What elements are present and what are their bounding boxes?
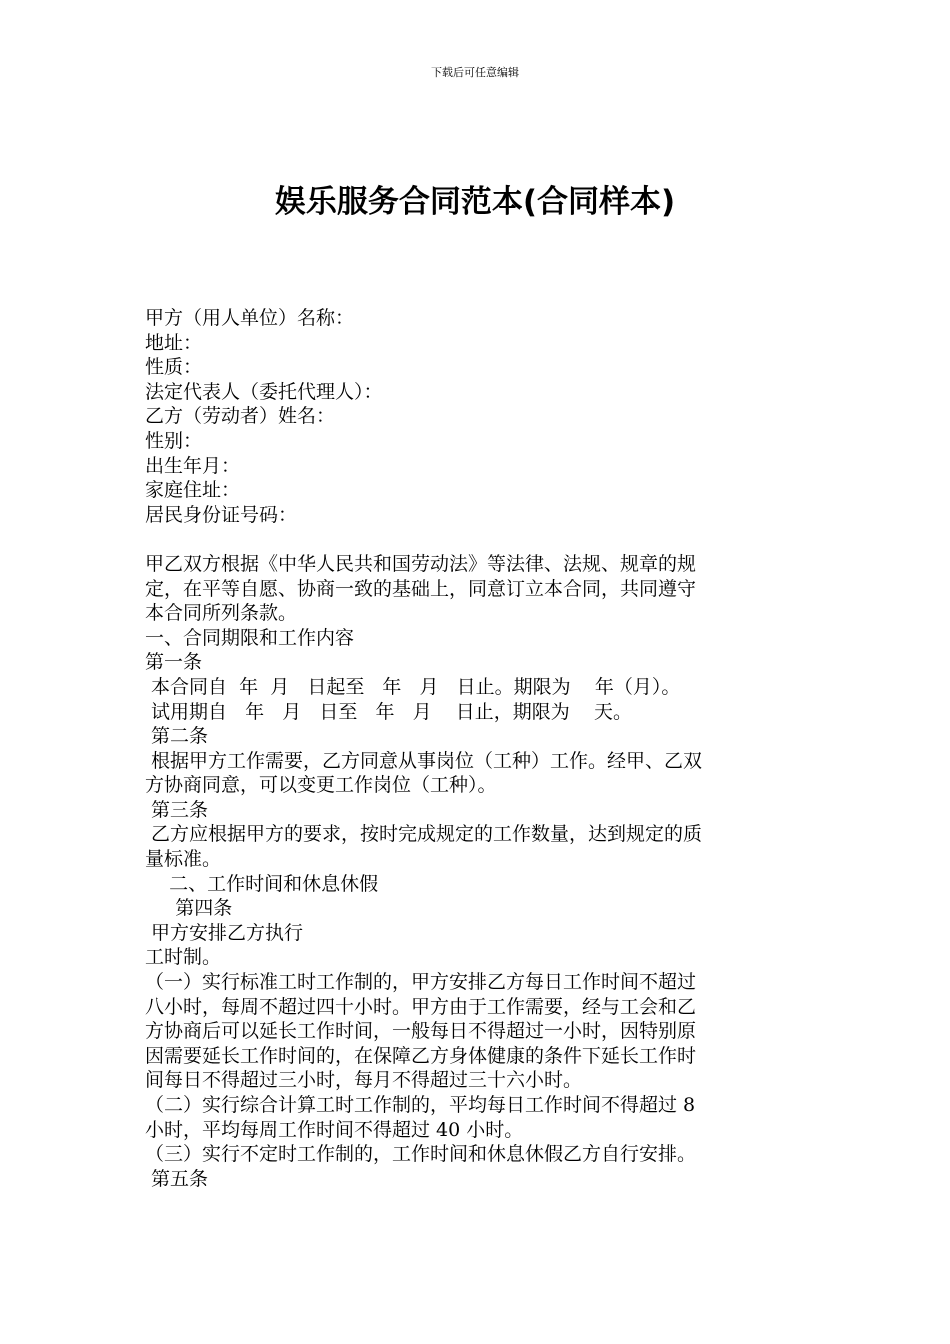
clause-line: 八小时，每周不超过四十小时。甲方由于工作需要，经与工会和乙: [145, 995, 697, 1018]
party-field: 家庭住址：: [145, 479, 241, 502]
document-title: 娱乐服务合同范本(合同样本): [274, 184, 676, 220]
clause-line: （二）实行综合计算工时工作制的，平均每日工作时间不得超过 8: [145, 1094, 696, 1116]
party-info-block: [145, 306, 805, 527]
section-heading: 一、合同期限和工作内容: [145, 626, 355, 649]
party-field: 性别：: [145, 429, 203, 452]
clause-line: 甲乙双方根据《中华人民共和国劳动法》等法律、法规、规章的规: [145, 552, 697, 575]
clause-line: 量标准。: [145, 848, 222, 871]
article-heading: 第四条: [145, 897, 233, 920]
clause-line: 甲方安排乙方执行: [145, 921, 304, 944]
clause-line: （一）实行标准工时工作制的，甲方安排乙方每日工作时间不超过: [145, 971, 697, 994]
clause-line: 小时，平均每周工作时间不得超过 40 小时。: [145, 1118, 524, 1141]
paragraph-gap: [145, 527, 805, 552]
article-heading: 第二条: [145, 725, 209, 748]
clause-line: 本合同自 年 月 日起至 年 月 日止。期限为 年（月）。: [145, 675, 681, 698]
header-note: 下载后可任意编辑: [431, 66, 519, 79]
party-field: 性质：: [145, 356, 203, 379]
party-field: 出生年月：: [145, 454, 241, 477]
party-field: 居民身份证号码：: [145, 503, 298, 526]
section-heading: 二、工作时间和休息休假: [145, 872, 379, 895]
clause-line: 根据甲方工作需要，乙方同意从事岗位（工种）工作。经甲、乙双: [145, 749, 703, 772]
contract-clauses: [145, 552, 805, 1191]
clause-line: 工时制。: [145, 946, 222, 969]
clause-line: 间每日不得超过三小时，每月不得超过三十六小时。: [145, 1069, 583, 1092]
clause-line: 试用期自 年 月 日至 年 月 日止，期限为 天。: [145, 700, 632, 723]
party-field: 乙方（劳动者）姓名：: [145, 405, 336, 428]
clause-line: 方协商同意，可以变更工作岗位（工种）。: [145, 774, 497, 797]
clause-line: 定，在平等自愿、协商一致的基础上，同意订立本合同，共同遵守: [145, 577, 697, 600]
clause-line: 本合同所列条款。: [145, 602, 298, 625]
clause-line: 因需要延长工作时间的，在保障乙方身体健康的条件下延长工作时: [145, 1044, 697, 1067]
article-heading: 第一条: [145, 651, 203, 674]
clause-line: （三）实行不定时工作制的，工作时间和休息休假乙方自行安排。: [145, 1143, 697, 1166]
party-field: 地址：: [145, 331, 203, 354]
clause-line: 乙方应根据甲方的要求，按时完成规定的工作数量，达到规定的质: [145, 823, 703, 846]
clause-line: 方协商后可以延长工作时间，一般每日不得超过一小时，因特别原: [145, 1020, 697, 1043]
article-heading: 第三条: [145, 798, 209, 821]
document-body: [145, 306, 805, 1191]
party-field: 法定代表人（委托代理人）：: [145, 380, 383, 403]
party-field: 甲方（用人单位）名称：: [145, 307, 355, 329]
article-heading: 第五条: [145, 1167, 209, 1190]
